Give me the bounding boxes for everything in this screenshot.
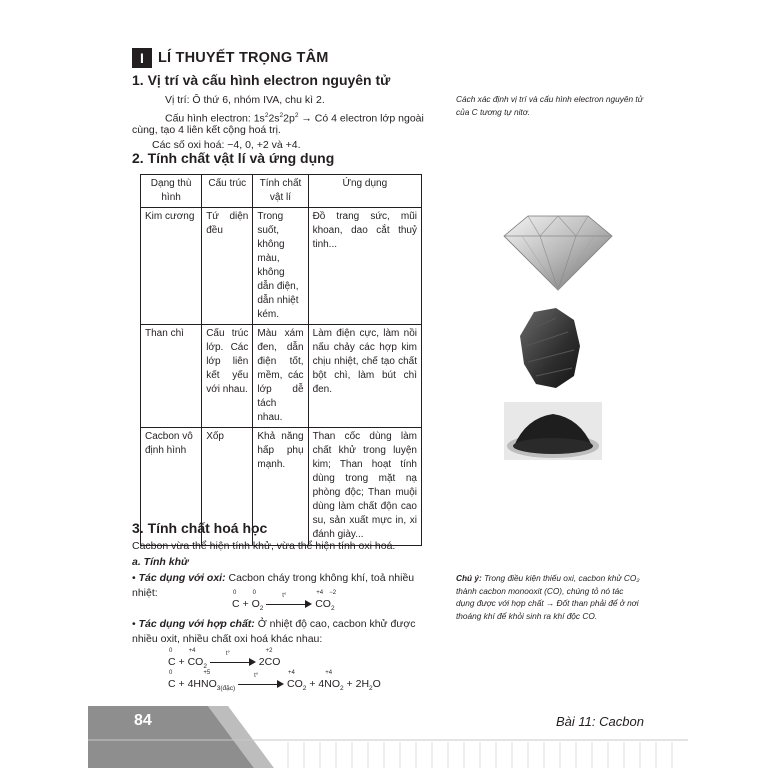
table-cell: Kim cương bbox=[141, 208, 202, 325]
formula: CO bbox=[315, 598, 331, 610]
temperature-label: t° bbox=[225, 651, 230, 658]
formula: O bbox=[251, 598, 260, 610]
table-cell: Làm điện cực, làm nồi nấu chảy các hợp kim chịu nhiệt, chế tạo chất bột chì, làm bút chì đen. bbox=[308, 325, 421, 428]
ox-state: +4 bbox=[316, 590, 324, 596]
diamond-image bbox=[500, 208, 616, 292]
equation-2 bbox=[168, 648, 281, 671]
subheading-reducing: a. Tính khử bbox=[132, 556, 189, 568]
bullet-mark: • bbox=[132, 618, 136, 630]
table-header-row bbox=[141, 175, 422, 208]
table-cell: Khả năng hấp phụ mạnh. bbox=[253, 428, 308, 546]
sidenote-position: Cách xác định vị trí và cấu hình electron nguyên tử của C tương tự nitơ. bbox=[456, 94, 643, 117]
config-part-2p: 2p bbox=[283, 112, 295, 125]
heading-chemical-properties: 3. Tính chất hoá học bbox=[132, 520, 268, 536]
table-cell: Màu xám đen, dẫn điện tốt, mềm, các lớp dễ tách nhau. bbox=[253, 325, 308, 428]
sidenote-lead: Chú ý: bbox=[456, 573, 482, 583]
config-part-2s: 2s bbox=[268, 112, 280, 125]
formula: C bbox=[232, 598, 240, 610]
bullet-compounds bbox=[132, 617, 437, 647]
bonding-text: cùng, tạo 4 liên kết cộng hoá trị. bbox=[132, 124, 281, 136]
ox-state: 0 bbox=[252, 590, 256, 596]
coefficient: 4 bbox=[318, 678, 325, 690]
allotrope-table bbox=[140, 174, 422, 546]
ox-state: +2 bbox=[265, 648, 273, 654]
temperature-label: t° bbox=[282, 593, 287, 600]
coefficient: 2 bbox=[258, 656, 265, 668]
table-cell: Than cốc dùng làm chất khử trong luyện kim; Than hoạt tính dùng trong mặt nạ phòng độc; Than muội dùng làm chất độn cao su, sản xuất mực in, xi đánh giày... bbox=[308, 428, 421, 546]
bullet-mark: • bbox=[132, 572, 136, 584]
plus: + bbox=[178, 678, 185, 690]
sup-2s: 2 bbox=[279, 112, 284, 119]
formula: CO bbox=[264, 656, 281, 668]
formula: C bbox=[168, 678, 176, 690]
bullet-compounds-text-2: nhiều oxit, nhiều chất oxi hoá khác nhau: bbox=[132, 633, 323, 645]
col-header: Tính chất vật lí bbox=[253, 175, 308, 208]
bullet-compounds-text: Ở nhiệt độ cao, cacbon khử được bbox=[254, 618, 416, 630]
heading-position-config: 1. Vị trí và cấu hình electron nguyên tử bbox=[132, 72, 391, 88]
lesson-title: Bài 11: Cacbon bbox=[556, 714, 644, 729]
equation-3 bbox=[168, 670, 381, 693]
table-cell: Trong suốt, không màu, không dẫn điện, dẫn nhiệt kém. bbox=[253, 208, 308, 325]
formula: CO bbox=[187, 656, 204, 668]
subscript: 2 bbox=[330, 605, 335, 613]
plus: + bbox=[309, 678, 316, 690]
ox-state: +4 bbox=[288, 670, 295, 676]
subscript: 2 bbox=[203, 663, 207, 671]
table-cell: Cacbon vô định hình bbox=[141, 428, 202, 546]
subscript: 2 bbox=[369, 685, 373, 693]
chemical-intro-text: Cacbon vừa thể hiện tính khử, vừa thể hiện tính oxi hoá. bbox=[132, 540, 396, 552]
plus: + bbox=[178, 656, 185, 668]
ox-state: +4 bbox=[188, 648, 196, 654]
heading-physical-properties: 2. Tính chất vật lí và ứng dụng bbox=[132, 150, 335, 166]
temperature-label: t° bbox=[254, 673, 259, 680]
reaction-arrow bbox=[210, 651, 256, 667]
col-header: Dạng thù hình bbox=[141, 175, 202, 208]
table-cell: Cấu trúc lớp. Các lớp liên kết yếu với nhau. bbox=[202, 325, 253, 428]
col-header: Ứng dụng bbox=[308, 175, 421, 208]
formula: CO bbox=[287, 678, 303, 690]
ox-state: 0 bbox=[169, 670, 173, 676]
ox-state: −2 bbox=[329, 590, 337, 596]
bullet-oxygen-text: Cacbon cháy trong không khí, toả nhiều bbox=[225, 572, 415, 584]
subscript: 2 bbox=[340, 685, 344, 693]
ox-state: +5 bbox=[203, 670, 211, 676]
table-cell: Đồ trang sức, mũi khoan, dao cắt thuỷ tinh... bbox=[308, 208, 421, 325]
ox-state: +4 bbox=[325, 670, 333, 676]
bullet-oxygen-bold: Tác dụng với oxi: bbox=[138, 572, 226, 584]
section-title: LÍ THUYẾT TRỌNG TÂM bbox=[158, 50, 329, 66]
plus: + bbox=[346, 678, 353, 690]
ox-state: 0 bbox=[233, 590, 237, 596]
formula: 2H bbox=[355, 678, 370, 690]
config-conclusion: → Có 4 electron lớp ngoài bbox=[298, 112, 424, 125]
bullet-oxygen-text-2: nhiệt: bbox=[132, 587, 158, 599]
subscript: 2 bbox=[302, 685, 307, 693]
sup-1s: 2 bbox=[264, 112, 269, 119]
graphite-image bbox=[516, 306, 584, 390]
reaction-arrow bbox=[238, 673, 284, 689]
table-cell: Xốp bbox=[202, 428, 253, 546]
position-text: Vị trí: Ô thứ 6, nhóm IVA, chu kì 2. bbox=[165, 94, 325, 106]
coefficient: 4 bbox=[187, 678, 194, 690]
table-cell: Tứ diện đều bbox=[202, 208, 253, 325]
subscript: 3(đặc) bbox=[216, 685, 236, 693]
section-header bbox=[132, 48, 329, 68]
bullet-compounds-bold: Tác dụng với hợp chất: bbox=[138, 618, 255, 630]
equation-1 bbox=[232, 590, 337, 613]
table-row bbox=[141, 325, 422, 428]
config-part-1s: Cấu hình electron: 1s bbox=[165, 112, 265, 125]
oxidation-states-text: Các số oxi hoá: −4, 0, +2 và +4. bbox=[152, 139, 301, 151]
formula: C bbox=[168, 656, 176, 668]
subscript: 2 bbox=[259, 605, 264, 613]
table-cell: Than chì bbox=[141, 325, 202, 428]
sidenote-text: Trong điều kiện thiếu oxi, cacbon khử CO₂ thành cacbon monooxit (CO), chúng tỏ nó tác dụng được với hợp chất → Đốt than phải để ở nơi thoáng khí để khỏi sinh ra khí độc CO. bbox=[456, 573, 640, 621]
formula: O bbox=[372, 678, 381, 690]
reaction-arrow bbox=[266, 593, 312, 609]
amorphous-carbon-image bbox=[504, 402, 602, 460]
table-row bbox=[141, 208, 422, 325]
ox-state: 0 bbox=[169, 648, 173, 654]
plus: + bbox=[242, 598, 249, 610]
sidenote-caution bbox=[456, 572, 644, 622]
col-header: Cấu trúc bbox=[202, 175, 253, 208]
formula: NO bbox=[324, 678, 340, 690]
formula: HNO bbox=[193, 678, 217, 690]
sup-2p: 2 bbox=[294, 112, 299, 119]
section-number-box: I bbox=[132, 48, 152, 68]
page-number: 84 bbox=[134, 712, 152, 729]
